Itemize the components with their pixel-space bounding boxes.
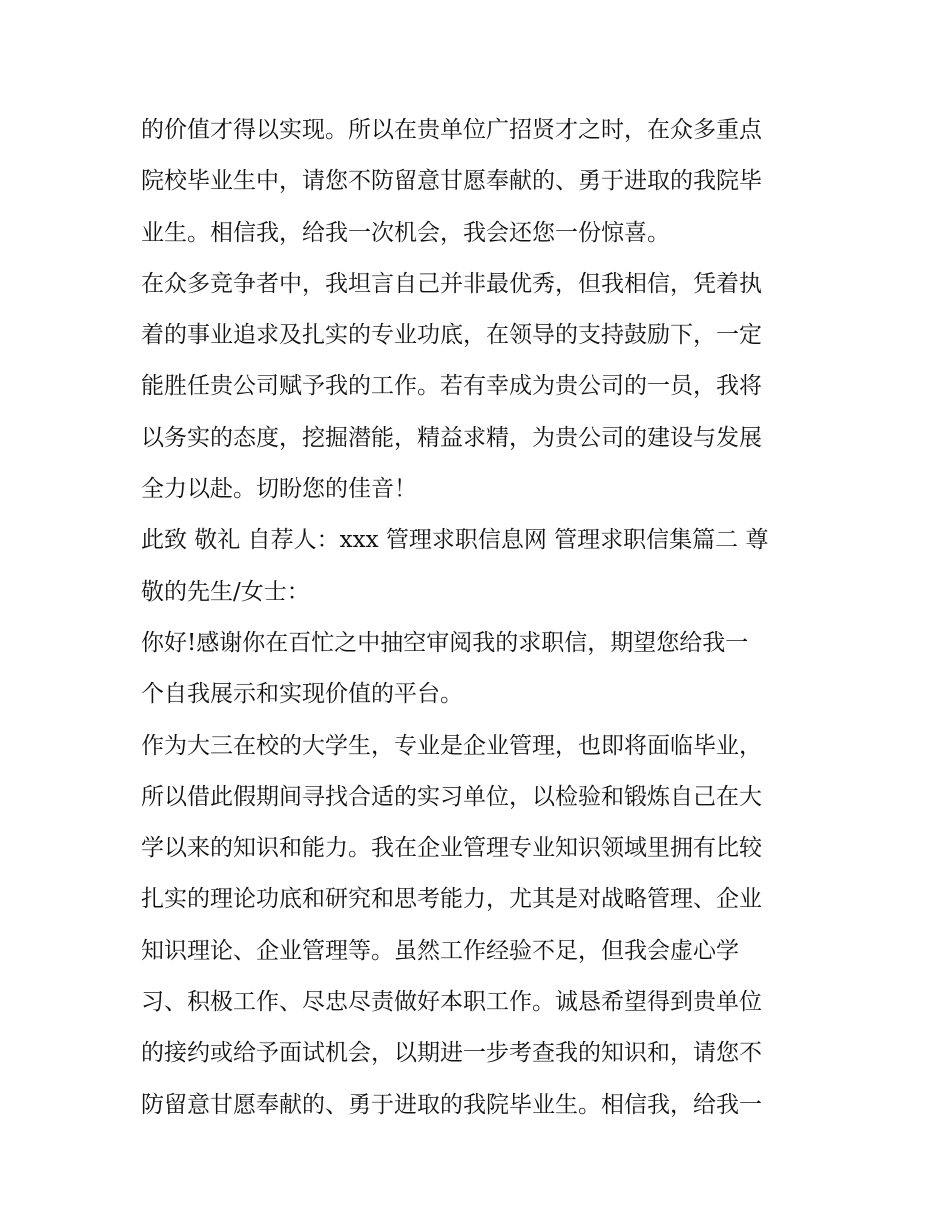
text-line: 全力以赴。切盼您的佳音！ — [141, 476, 417, 503]
text-line: 防留意甘愿奉献的、勇于进取的我院毕业生。相信我，给我一 — [141, 1091, 762, 1118]
text-line: 业生。相信我，给我一次机会，我会还您一份惊喜。 — [141, 219, 670, 246]
document-body — [141, 105, 821, 1131]
text-line: 院校毕业生中，请您不防留意甘愿奉献的、勇于进取的我院毕 — [141, 168, 762, 195]
text-line: 能胜任贵公司赋予我的工作。若有幸成为贵公司的一员，我将 — [141, 373, 762, 400]
text-line: 在众多竞争者中，我坦言自己并非最优秀，但我相信，凭着执 — [141, 270, 762, 297]
text-line: 所以借此假期间寻找合适的实习单位，以检验和锻炼自己在大 — [141, 783, 762, 810]
text-line: 的接约或给予面试机会，以期进一步考查我的知识和，请您不 — [141, 1040, 762, 1067]
text-line: 你好!感谢你在百忙之中抽空审阅我的求职信，期望您给我一 — [141, 629, 749, 656]
text-line: 敬的先生/女士： — [141, 578, 310, 605]
text-line: 此致 敬礼 自荐人：xxx 管理求职信息网 管理求职信集篇二 尊 — [141, 527, 769, 554]
text-line: 学以来的知识和能力。我在企业管理专业知识领域里拥有比较 — [141, 835, 762, 862]
text-line: 的价值才得以实现。所以在贵单位广招贤才之时，在众多重点 — [141, 117, 762, 143]
text-line: 作为大三在校的大学生，专业是企业管理，也即将面临毕业， — [141, 732, 762, 759]
text-line: 着的事业追求及扎实的专业功底，在领导的支持鼓励下，一定 — [141, 322, 762, 349]
text-line: 知识理论、企业管理等。虽然工作经验不足，但我会虚心学 — [141, 937, 739, 964]
text-line: 以务实的态度，挖掘潜能，精益求精，为贵公司的建设与发展 — [141, 424, 762, 451]
text-line: 个自我展示和实现价值的平台。 — [141, 681, 463, 708]
text-line: 扎实的理论功底和研究和思考能力，尤其是对战略管理、企业 — [141, 886, 762, 913]
text-line: 习、积极工作、尽忠尽责做好本职工作。诚恳希望得到贵单位 — [141, 989, 762, 1016]
